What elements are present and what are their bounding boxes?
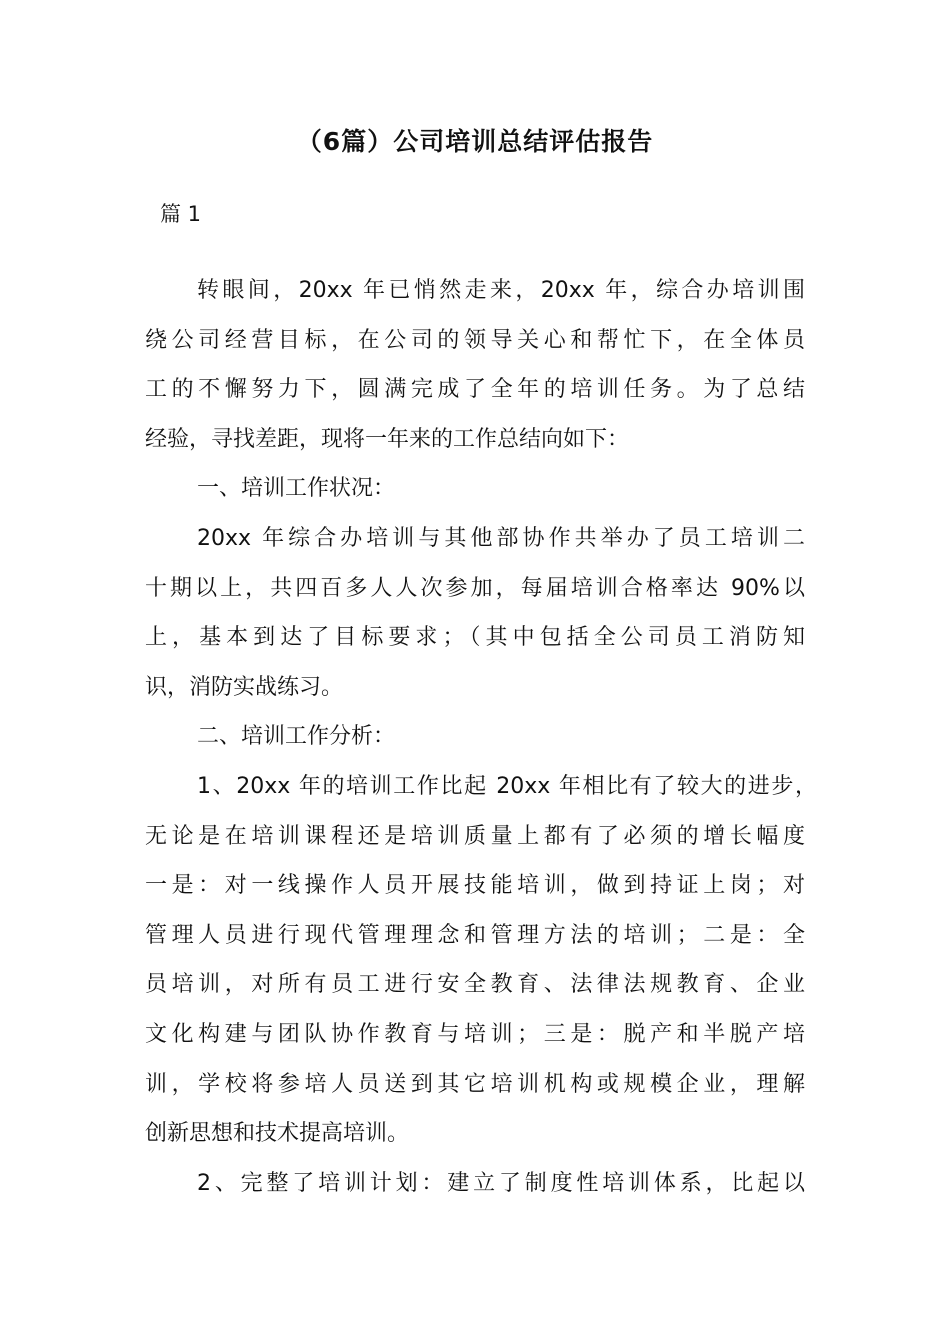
paragraph <box>145 1159 805 1209</box>
paragraph-line: 管理人员进行现代管理理念和管理方法的培训；二是：全 <box>145 922 805 948</box>
section-label: 篇 1 <box>160 202 202 226</box>
paragraph-line: 文化构建与团队协作教育与培训；三是：脱产和半脱产培 <box>145 1021 805 1047</box>
paragraph-line: 1、20xx 年的培训工作比起 20xx 年相比有了较大的进步， <box>197 773 817 799</box>
paragraph <box>145 266 805 464</box>
paragraph-line: 经验，寻找差距，现将一年来的工作总结向如下： <box>145 426 630 452</box>
document-body <box>145 266 817 1208</box>
paragraph-line: 2、完整了培训计划：建立了制度性培训体系，比起以 <box>197 1170 805 1196</box>
paragraph <box>145 464 805 514</box>
paragraph-line: 一、培训工作状况： <box>197 476 396 502</box>
paragraph-line: 十期以上，共四百多人人次参加，每届培训合格率达 90%以 <box>145 575 805 601</box>
paragraph-line: 转眼间，20xx 年已悄然走来，20xx 年，综合办培训围 <box>197 278 805 303</box>
paragraph-line: 绕公司经营目标，在公司的领导关心和帮忙下，在全体员 <box>145 327 805 353</box>
paragraph-line: 员培训，对所有员工进行安全教育、法律法规教育、企业 <box>145 972 805 998</box>
paragraph-line: 一是：对一线操作人员开展技能培训，做到持证上岗；对 <box>145 873 805 899</box>
paragraph <box>145 514 805 712</box>
paragraph-line: 20xx 年综合办培训与其他部协作共举办了员工培训二 <box>197 525 805 551</box>
paragraph <box>145 712 805 762</box>
document-title: （6篇）公司培训总结评估报告 <box>296 127 654 156</box>
paragraph-line: 创新思想和技术提高培训。 <box>145 1121 410 1147</box>
paragraph-line: 无论是在培训课程还是培训质量上都有了必须的增长幅度 <box>145 823 805 849</box>
paragraph-line: 工的不懈努力下，圆满完成了全年的培训任务。为了总结 <box>145 377 805 403</box>
paragraph-line: 识，消防实战练习。 <box>145 674 344 700</box>
paragraph-line: 二、培训工作分析： <box>197 724 396 750</box>
paragraph <box>145 762 817 1159</box>
paragraph-line: 训，学校将参培人员送到其它培训机构或规模企业，理解 <box>145 1071 805 1097</box>
paragraph-line: 上，基本到达了目标要求；（其中包括全公司员工消防知 <box>145 625 805 651</box>
